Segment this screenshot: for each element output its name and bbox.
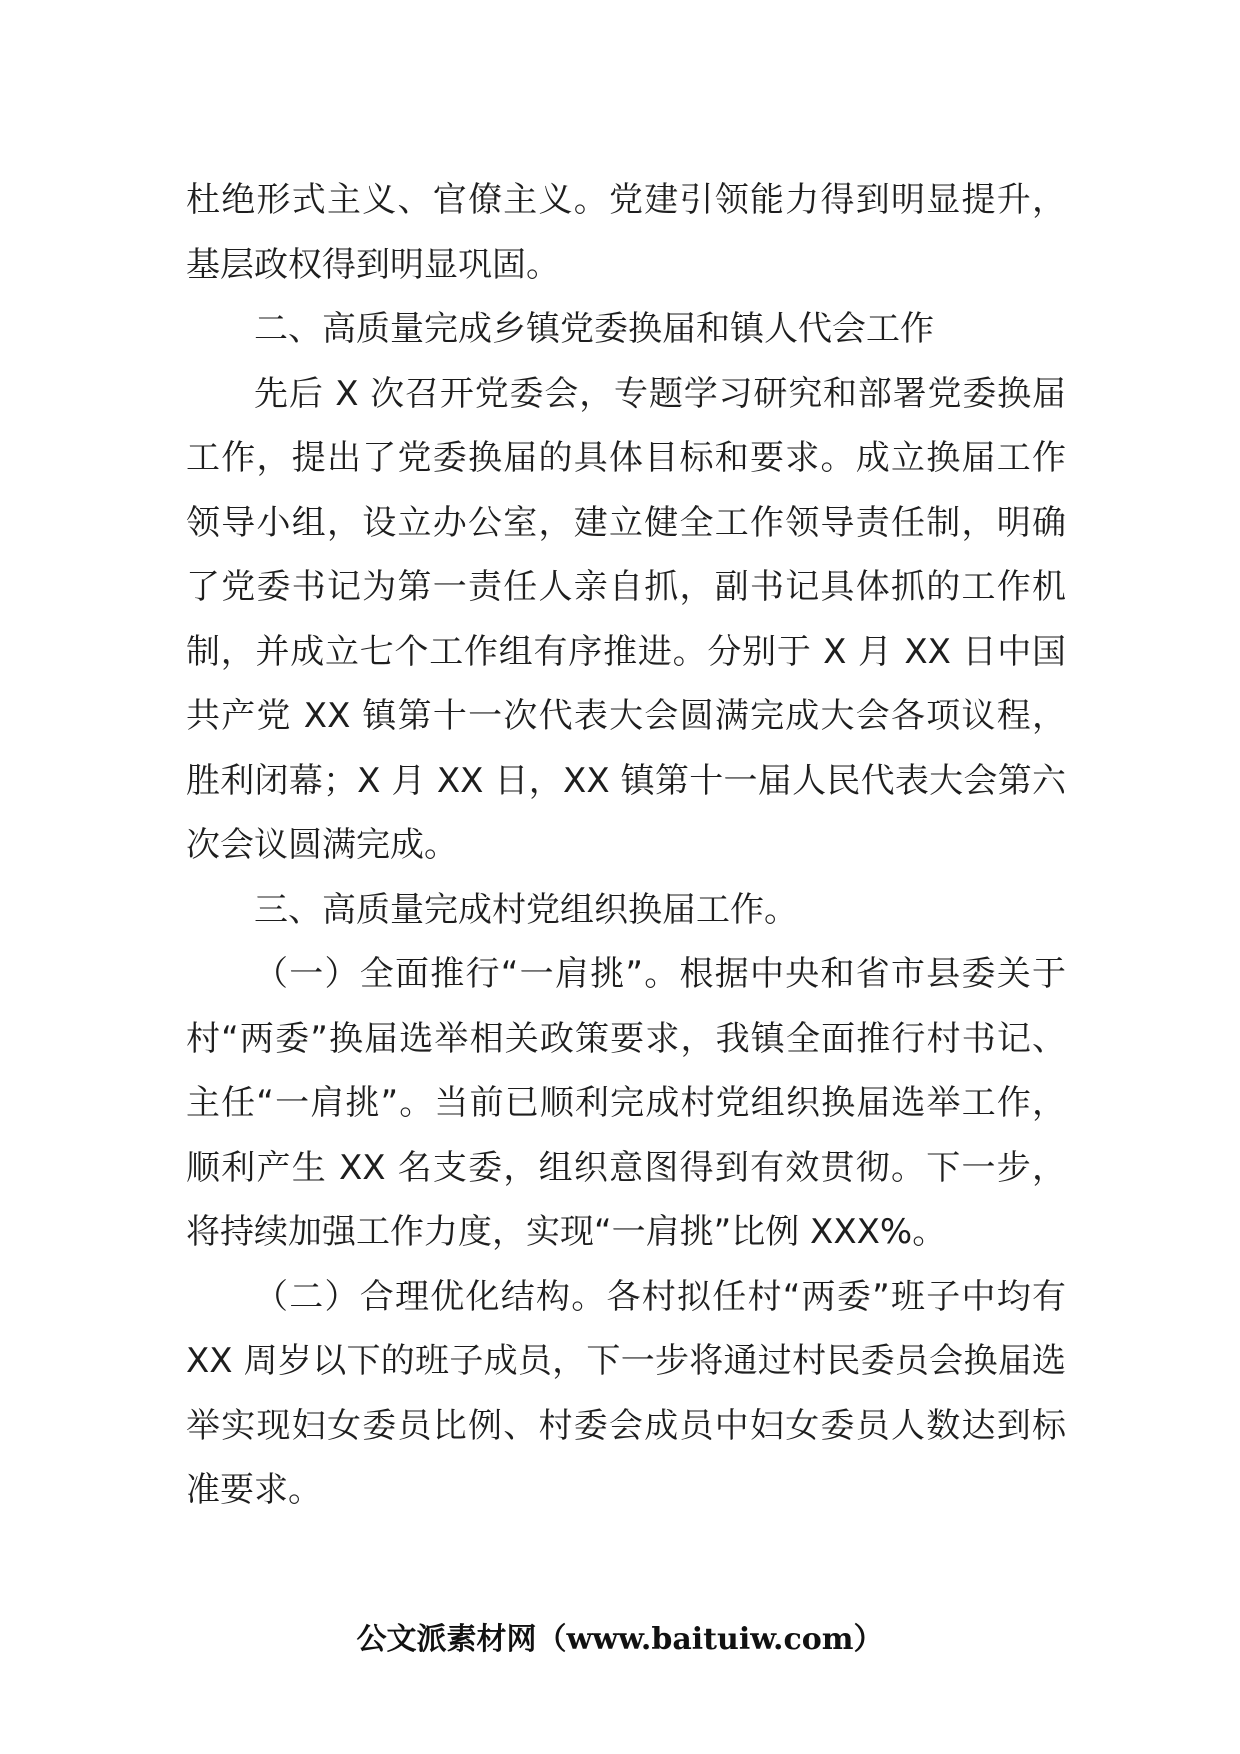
- paragraph-subsection-one: （一）全面推行“一肩挑”。根据中央和省市县委关于村“两委”换届选举相关政策要求，我镇全面推行村书记、主任“一肩挑”。当前已顺利完成村党组织换届选举工作，顺利产生 XX 名支委，组织意图得到有效贯彻。下一步，将持续加强工作力度，实现“一肩挑”比例 XXX%。: [186, 954, 1066, 1252]
- paragraph-subsection-two: （二）合理优化结构。各村拟任村“两委”班子中均有 XX 周岁以下的班子成员，下一步将通过村民委员会换届选举实现妇女委员比例、村委会成员中妇女委员人数达到标准要求。: [186, 1276, 1066, 1510]
- footer-watermark: 公文派素材网（www.baituiw.com）: [356, 1622, 884, 1657]
- paragraph-intro: 杜绝形式主义、官僚主义。党建引领能力得到明显提升，基层政权得到明显巩固。: [186, 180, 1066, 285]
- document-body: [186, 168, 1066, 1523]
- paragraph-section-two: 先后 X 次召开党委会，专题学习研究和部署党委换届工作，提出了党委换届的具体目标和要求。成立换届工作领导小组，设立办公室，建立健全工作领导责任制，明确了党委书记为第一责任人亲自抓，副书记具体抓的工作机制，并成立七个工作组有序推进。分别于 X 月 XX 日中国共产党 XX 镇第十一次代表大会圆满完成大会各项议程，胜利闭幕；X 月 XX 日，XX 镇第十一届人民代表大会第六次会议圆满完成。: [186, 373, 1066, 865]
- heading-section-three: 三、高质量完成村党组织换届工作。: [254, 889, 798, 930]
- heading-section-two: 二、高质量完成乡镇党委换届和镇人代会工作: [254, 309, 934, 349]
